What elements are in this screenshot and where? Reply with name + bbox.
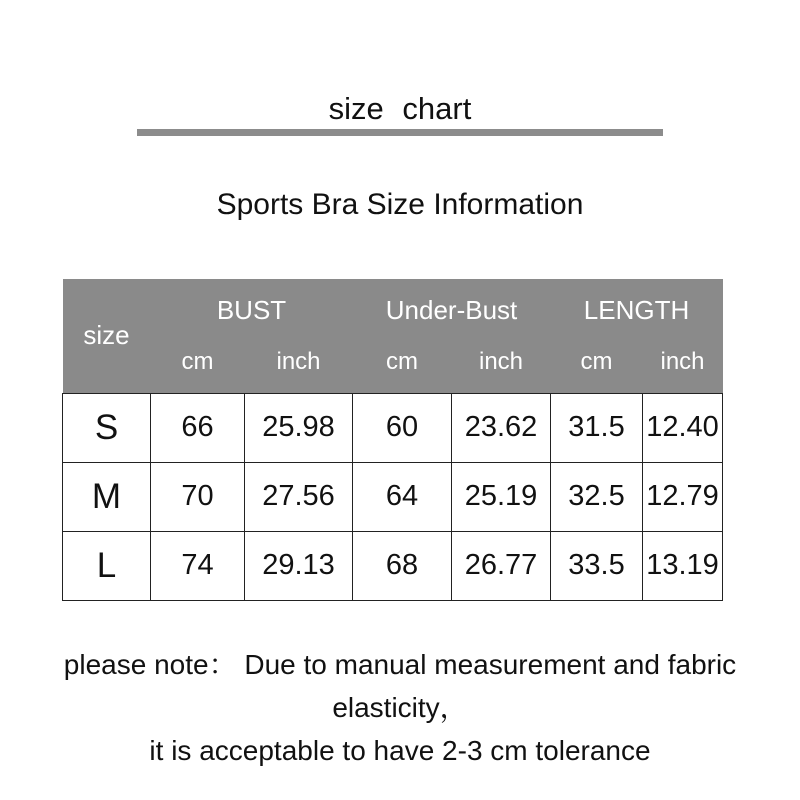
value-cell: 23.62 [452,393,551,462]
page-title: size chart [328,91,472,126]
value-cell: 64 [353,462,452,531]
group-header-under-bust: Under-Bust [353,279,551,341]
tolerance-note [0,643,800,772]
value-cell: 25.19 [452,462,551,531]
note-line-2: it is acceptable to have 2-3 cm tolerance [149,734,651,766]
value-cell: 31.5 [551,393,643,462]
table-body [63,393,723,600]
value-cell: 13.19 [643,531,723,600]
group-header-length: LENGTH [551,279,723,341]
note-line-1: please note： Due to manual measurement and fabric elasticity， [63,648,737,723]
table-row-s [63,393,723,462]
value-cell: 66 [151,393,245,462]
value-cell: 12.40 [643,393,723,462]
corner-header-size: size [63,279,151,393]
group-header-bust: BUST [151,279,353,341]
value-cell: 74 [151,531,245,600]
value-cell: 27.56 [245,462,353,531]
unit-header-length-inch: inch [643,341,723,393]
section-title: Sports Bra Size Information [216,188,584,221]
unit-header-under-bust-cm: cm [353,341,452,393]
size-cell: S [63,393,151,462]
value-cell: 68 [353,531,452,600]
value-cell: 25.98 [245,393,353,462]
unit-header-length-cm: cm [551,341,643,393]
title-divider [137,129,663,136]
unit-header-bust-inch: inch [245,341,353,393]
size-table [62,279,723,601]
value-cell: 32.5 [551,462,643,531]
value-cell: 70 [151,462,245,531]
size-cell: M [63,462,151,531]
table-row-m [63,462,723,531]
unit-header-bust-cm: cm [151,341,245,393]
value-cell: 60 [353,393,452,462]
value-cell: 29.13 [245,531,353,600]
table-row-l [63,531,723,600]
group-header-row [63,279,723,341]
units-header-row [63,341,723,393]
unit-header-under-bust-inch: inch [452,341,551,393]
value-cell: 33.5 [551,531,643,600]
table-header [63,279,723,393]
size-cell: L [63,531,151,600]
value-cell: 26.77 [452,531,551,600]
value-cell: 12.79 [643,462,723,531]
